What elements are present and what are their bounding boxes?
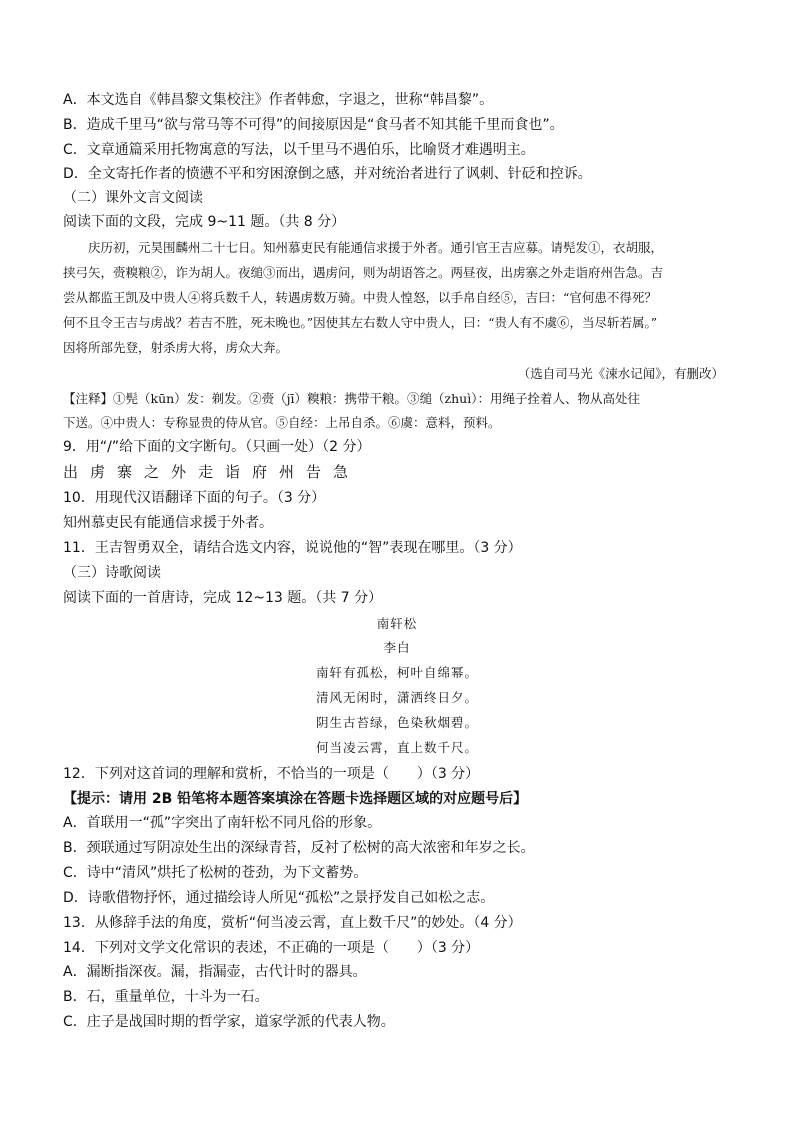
q14-option-b: B．石，重量单位，十斗为一石。 bbox=[63, 989, 269, 1005]
question-11: 11．王吉智勇双全，请结合选文内容，说说他的“智”表现在哪里。（3 分） bbox=[63, 540, 522, 556]
passage-source: （选自司马光《涑水记闻》，有删改） bbox=[517, 366, 724, 381]
q8-option-b: B．造成千里马“欲与常马等不可得”的间接原因是“食马者不知其能千里而食也”。 bbox=[63, 117, 564, 133]
q10-sentence: 知州慕吏民有能通信求援于外者。 bbox=[63, 515, 273, 531]
passage-line: 挟弓矢，赍糗粮②，诈为胡人。夜缒③而出，遇虏问，则为胡语答之。两昼夜，出虏寨之外走诣府州告急。吉 bbox=[63, 265, 664, 280]
passage-line: 尝从都监王凯及中贵人④将兵数千人，转遇虏数万骑。中贵人惶怒，以手帛自经⑤，吉曰：“官何患不得死？ bbox=[63, 290, 657, 305]
q14-option-a: A．漏断指深夜。漏，指漏壶，古代计时的器具。 bbox=[63, 964, 367, 980]
passage-line: 何不且令王吉与虏战？若吉不胜，死未晚也。”因使其左右数人守中贵人，曰：“贵人有不虞⑥，当尽斩若属。” bbox=[63, 315, 658, 330]
poem-title: 南轩松 bbox=[376, 616, 418, 631]
poem-line: 何当凌云霄，直上数千尺。 bbox=[315, 740, 478, 755]
question-10: 10．用现代汉语翻译下面的句子。（3 分） bbox=[63, 490, 326, 506]
poem-line: 阴生古苔绿，色染秋烟碧。 bbox=[315, 715, 478, 730]
question-12: 12．下列对这首词的理解和赏析，不恰当的一项是（ ）（3 分） bbox=[63, 766, 480, 782]
poem-author: 李白 bbox=[383, 640, 411, 655]
q12-option-c: C．诗中“清风”烘托了松树的苍劲，为下文蓄势。 bbox=[63, 865, 368, 881]
question-9: 9．用“/”给下面的文字断句。（只画一处）（2 分） bbox=[63, 439, 371, 455]
section3-title: （三）诗歌阅读 bbox=[63, 565, 161, 581]
q12-option-b: B．颈联通过写阴凉处生出的深绿青苔，反衬了松树的高大浓密和年岁之长。 bbox=[63, 840, 535, 856]
q8-option-a: A．本文选自《韩昌黎文集校注》作者韩愈，字退之，世称“韩昌黎”。 bbox=[63, 92, 494, 108]
section3-intro: 阅读下面的一首唐诗，完成 12~13 题。（共 7 分） bbox=[63, 590, 383, 606]
annotation-line: 【注释】①髡（kūn）发：剃发。②赍（jī）糗粮：携带干粮。③缒（zhuì）：用绳子拴着人、物从高处往 bbox=[63, 391, 640, 406]
q12-option-a: A．首联用一“孤”字突出了南轩松不同凡俗的形象。 bbox=[63, 815, 382, 831]
q9-sentence: 出虏寨之外走诣府州告急 bbox=[63, 463, 361, 481]
q8-option-d: D．全文寄托作者的愤懑不平和穷困潦倒之感，并对统治者进行了讽刺、针砭和控诉。 bbox=[63, 166, 592, 182]
q8-option-c: C．文章通篇采用托物寓意的写法，以千里马不遇伯乐，比喻贤才难遇明主。 bbox=[63, 142, 535, 158]
section2-title: （二）课外文言文阅读 bbox=[63, 190, 203, 206]
q12-option-d: D．诗歌借物抒怀，通过描绘诗人所见“孤松”之景抒发自己如松之志。 bbox=[63, 890, 495, 906]
poem-line: 清风无闲时，潇洒终日夕。 bbox=[315, 690, 478, 705]
poem-line: 南轩有孤松，柯叶自绵幂。 bbox=[315, 665, 478, 680]
passage-line: 庆历初，元昊围麟州二十七日。知州慕吏民有能通信求援于外者。通引官王吉应募。请髡发①，衣胡服， bbox=[88, 240, 664, 255]
section2-intro: 阅读下面的文段，完成 9~11 题。（共 8 分） bbox=[63, 214, 346, 230]
question-13: 13．从修辞手法的角度，赏析“何当凌云霄，直上数千尺”的妙处。（4 分） bbox=[63, 915, 522, 931]
question-14: 14．下列对文学文化常识的表述，不正确的一项是（ ）（3 分） bbox=[63, 940, 480, 956]
q14-option-c: C．庄子是战国时期的哲学家，道家学派的代表人物。 bbox=[63, 1014, 395, 1030]
passage-line: 因将所部先登，射杀虏大将，虏众大奔。 bbox=[63, 340, 289, 355]
answer-hint: 【提示：请用 2B 铅笔将本题答案填涂在答题卡选择题区域的对应题号后】 bbox=[63, 791, 528, 807]
annotation-line: 下送。④中贵人：专称显贵的侍从官。⑤自经：上吊自杀。⑥虞：意料，预料。 bbox=[63, 415, 501, 430]
